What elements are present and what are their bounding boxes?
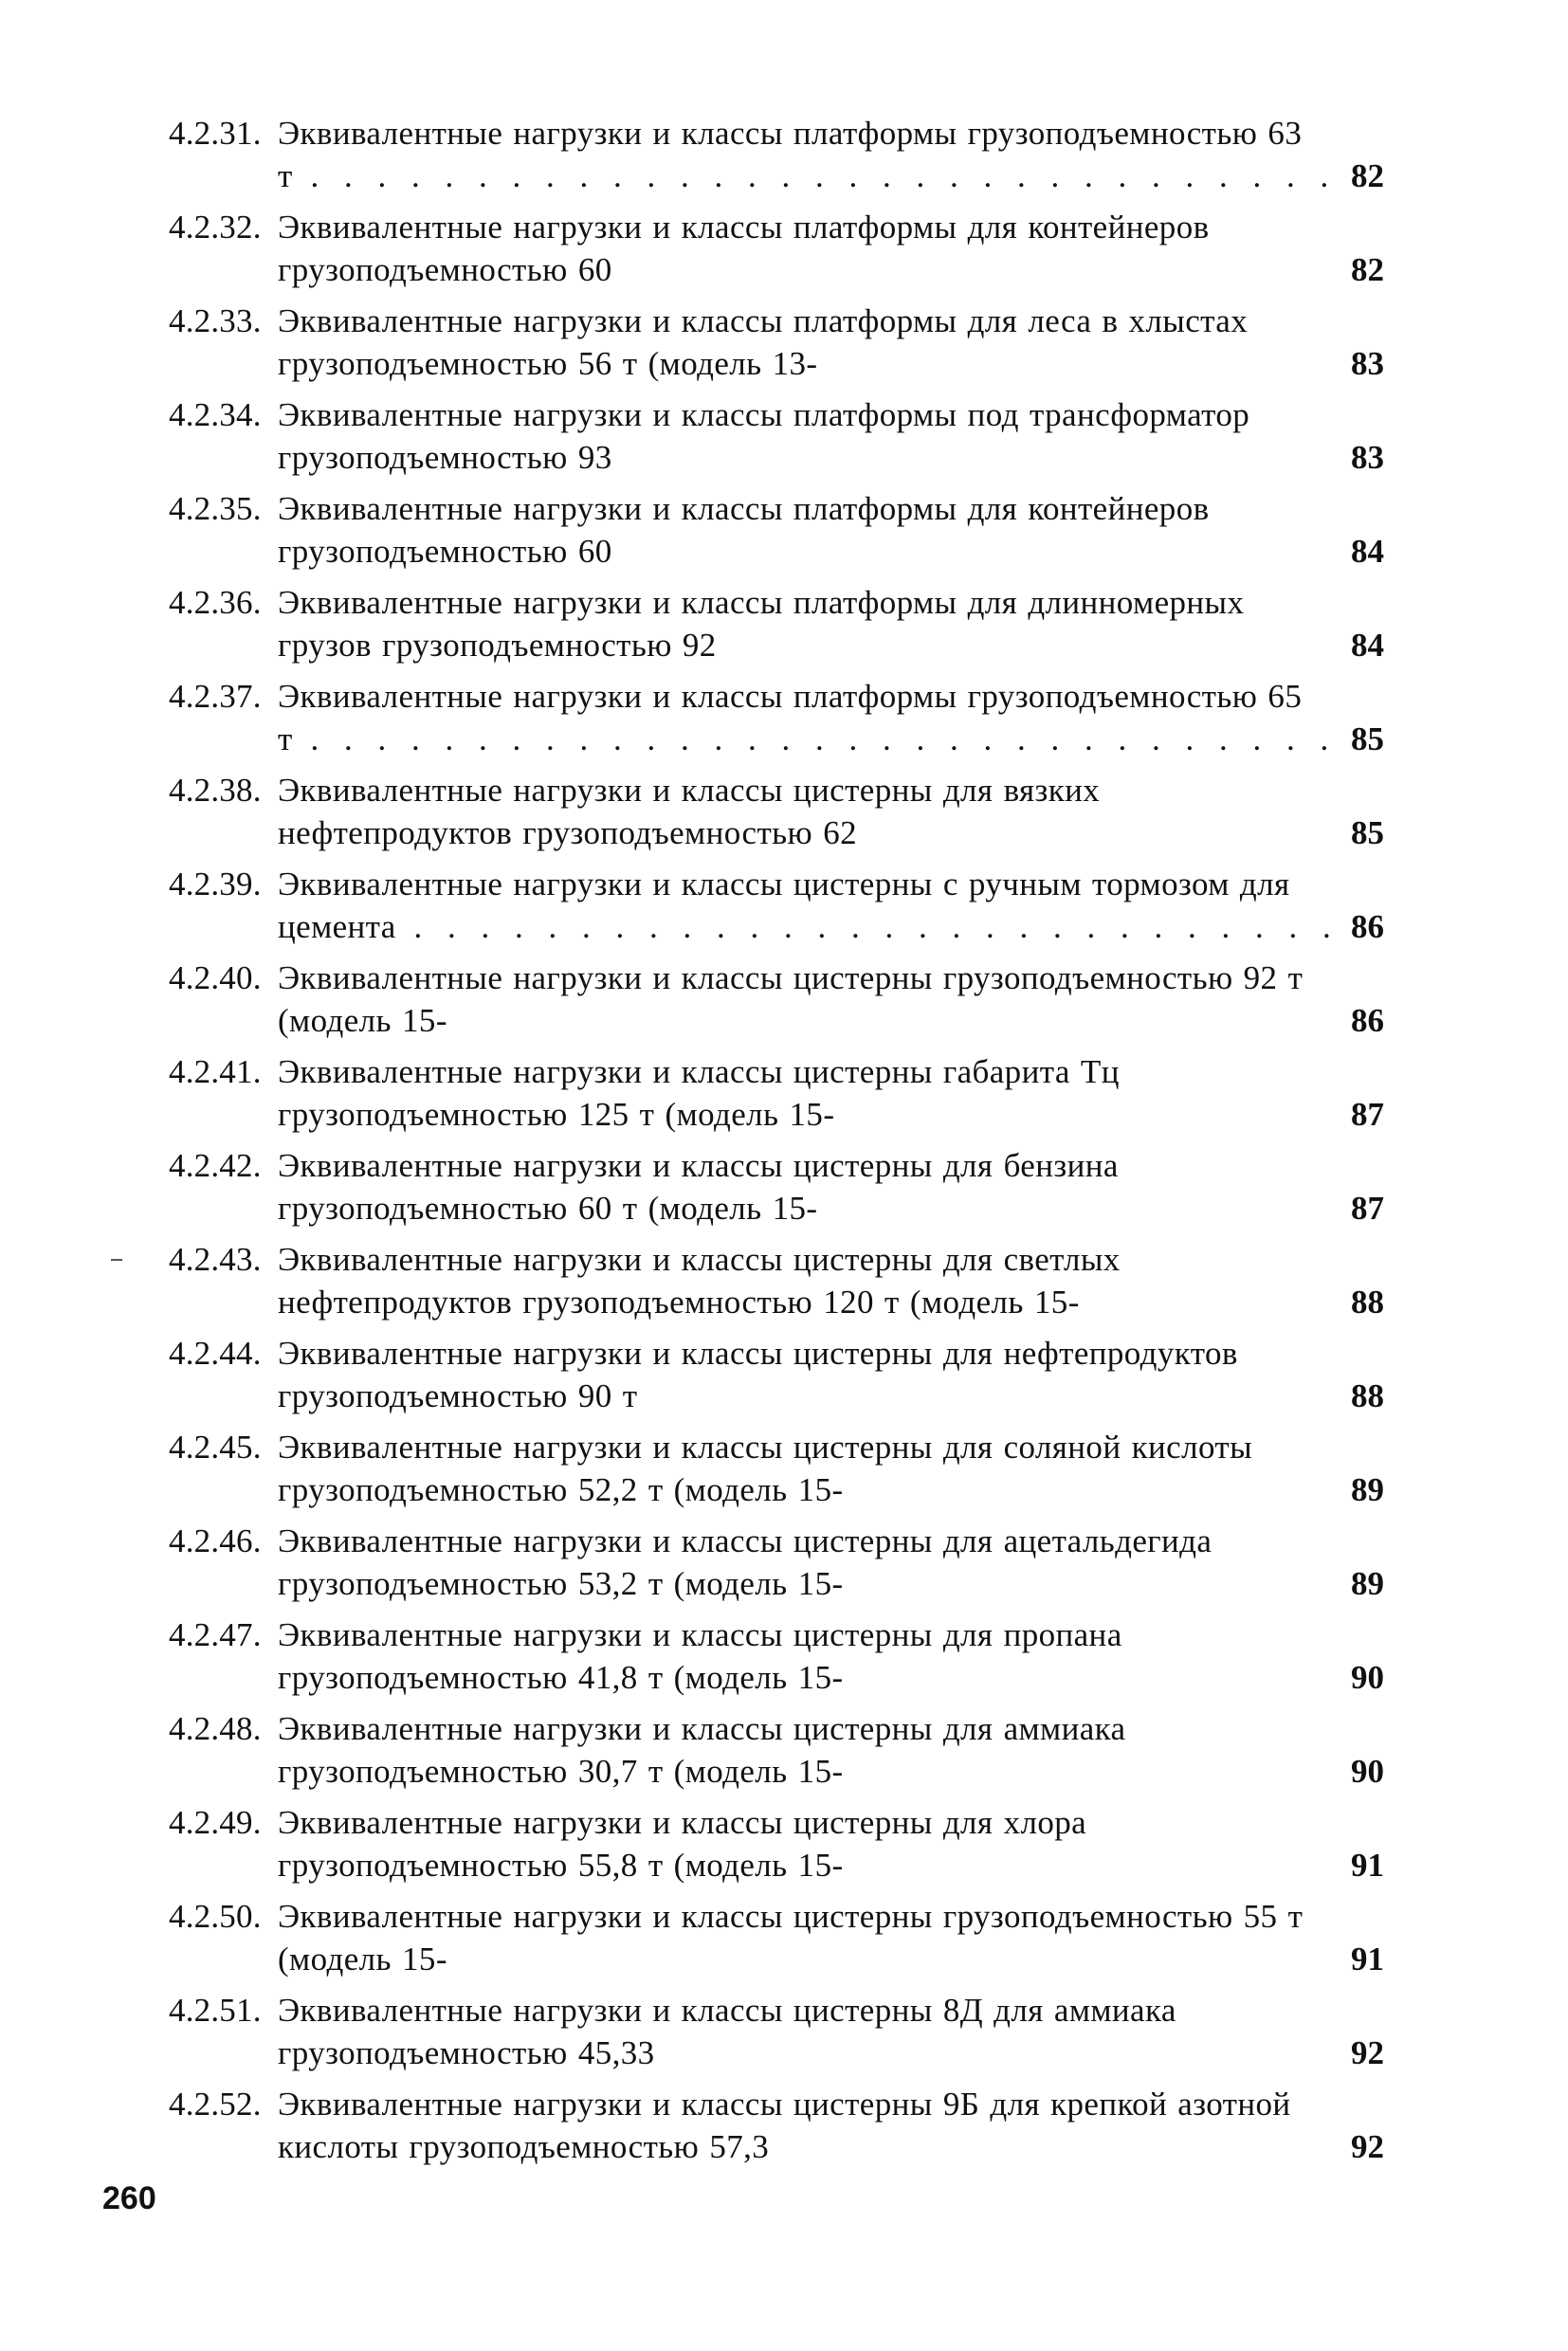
toc-entry-text-wrap: [278, 769, 1330, 854]
toc-entry-page: 85: [1351, 814, 1384, 851]
toc-entry-title: Эквивалентные нагрузки и классы платформы для длинномерных грузов грузоподъемностью 92 . . .: [278, 584, 1330, 666]
toc-entry-number: 4.2.51.: [169, 1992, 262, 2029]
toc-entry-text-wrap: [278, 300, 1330, 385]
toc-entry-text-wrap: [278, 487, 1330, 573]
toc-entry-page: 89: [1351, 1471, 1384, 1508]
toc-entry-page: 88: [1351, 1284, 1384, 1321]
toc-entry-number: 4.2.46.: [169, 1522, 262, 1559]
toc-entry-page: 83: [1351, 439, 1384, 476]
toc-entry-text-wrap: [278, 1895, 1330, 1980]
toc-entry-title: Эквивалентные нагрузки и классы цистерны грузоподъемностью 55 т (модель 15- . . .: [278, 1898, 1330, 1980]
toc-entry-text-wrap: [278, 1332, 1330, 1417]
toc-entry-title: Эквивалентные нагрузки и классы платформы грузоподъемностью 65 т . . .: [278, 678, 1330, 757]
toc-entry-page: 84: [1351, 627, 1384, 664]
toc-entry-title: Эквивалентные нагрузки и классы цистерны для светлых нефтепродуктов грузоподъемностью 120 т (модель 15- . . .: [278, 1241, 1330, 1323]
toc-entry-number: 4.2.36.: [169, 584, 262, 621]
table-of-contents: [169, 112, 1439, 2177]
toc-entry: [169, 1989, 1439, 2083]
toc-entry-number: 4.2.40.: [169, 959, 262, 996]
toc-entry-text-wrap: [278, 1613, 1330, 1699]
toc-entry-text-wrap: [278, 393, 1330, 479]
toc-entry: [169, 675, 1439, 769]
toc-entry-number: 4.2.44.: [169, 1335, 262, 1372]
toc-entry-page: 87: [1351, 1190, 1384, 1227]
toc-entry-title: Эквивалентные нагрузки и классы цистерны для ацетальдегида грузоподъемностью 53,2 т (модель 15- . . .: [278, 1522, 1330, 1605]
toc-entry-text-wrap: [278, 1520, 1330, 1605]
toc-entry-title: Эквивалентные нагрузки и классы платформы для леса в хлыстах грузоподъемностью 56 т (модель 13- . . .: [278, 302, 1330, 385]
toc-entry-page: 92: [1351, 2034, 1384, 2071]
toc-entry-text-wrap: [278, 2083, 1330, 2168]
toc-entry-text-wrap: [278, 1238, 1330, 1323]
toc-entry-title: Эквивалентные нагрузки и классы цистерны с ручным тормозом для цемента . . .: [278, 866, 1330, 945]
toc-entry: [169, 393, 1439, 487]
margin-mark: [111, 1259, 122, 1261]
toc-entry: [169, 863, 1439, 957]
toc-entry-title: Эквивалентные нагрузки и классы цистерны габарита Тц грузоподъемностью 125 т (модель 15- . . .: [278, 1053, 1330, 1136]
toc-entry-number: 4.2.34.: [169, 396, 262, 433]
toc-entry: [169, 1613, 1439, 1707]
toc-entry-text-wrap: [278, 863, 1330, 948]
toc-entry-text-wrap: [278, 957, 1330, 1042]
toc-entry-page: 82: [1351, 251, 1384, 288]
toc-entry-title: Эквивалентные нагрузки и классы цистерны 8Д для аммиака грузоподъемностью 45,33 . . .: [278, 1992, 1330, 2074]
toc-entry-page: 87: [1351, 1096, 1384, 1133]
toc-entry: [169, 1332, 1439, 1426]
toc-entry-number: 4.2.32.: [169, 209, 262, 246]
toc-entry-page: 86: [1351, 1002, 1384, 1039]
toc-entry-text-wrap: [278, 206, 1330, 291]
toc-entry-page: 84: [1351, 533, 1384, 570]
page-number: 260: [102, 2180, 156, 2216]
toc-entry: [169, 1895, 1439, 1989]
toc-entry: [169, 1050, 1439, 1144]
toc-entry: [169, 487, 1439, 581]
toc-entry: [169, 769, 1439, 863]
toc-entry-number: 4.2.47.: [169, 1616, 262, 1653]
toc-entry-page: 86: [1351, 908, 1384, 945]
toc-entry-title: Эквивалентные нагрузки и классы платформы под трансформатор грузоподъемностью 93 . . .: [278, 396, 1330, 479]
toc-entry-page: 90: [1351, 1753, 1384, 1790]
toc-entry: [169, 112, 1439, 206]
toc-entry-title: Эквивалентные нагрузки и классы цистерны для бензина грузоподъемностью 60 т (модель 15- . . .: [278, 1147, 1330, 1230]
toc-entry-title: Эквивалентные нагрузки и классы цистерны грузоподъемностью 92 т (модель 15- . . .: [278, 959, 1330, 1042]
toc-entry-page: 85: [1351, 720, 1384, 757]
toc-entry-number: 4.2.38.: [169, 772, 262, 809]
toc-entry-number: 4.2.33.: [169, 302, 262, 339]
toc-entry: [169, 957, 1439, 1050]
toc-entry-number: 4.2.52.: [169, 2086, 262, 2123]
toc-entry-text-wrap: [278, 581, 1330, 666]
toc-entry-number: 4.2.41.: [169, 1053, 262, 1090]
toc-entry-title: Эквивалентные нагрузки и классы цистерны 9Б для крепкой азотной кислоты грузоподъемностью 57,3 . . .: [278, 2086, 1330, 2168]
toc-entry-number: 4.2.43.: [169, 1241, 262, 1278]
toc-entry: [169, 1801, 1439, 1895]
toc-entry-page: 91: [1351, 1941, 1384, 1977]
toc-entry-title: Эквивалентные нагрузки и классы цистерны для нефтепродуктов грузоподъемностью 90 т . . .: [278, 1335, 1330, 1417]
toc-entry-page: 83: [1351, 345, 1384, 382]
toc-entry: [169, 300, 1439, 393]
toc-entry-title: Эквивалентные нагрузки и классы цистерны для хлора грузоподъемностью 55,8 т (модель 15- . . .: [278, 1804, 1330, 1886]
toc-entry-number: 4.2.49.: [169, 1804, 262, 1841]
toc-entry-number: 4.2.50.: [169, 1898, 262, 1935]
toc-entry-title: Эквивалентные нагрузки и классы платформы грузоподъемностью 63 т . . .: [278, 115, 1330, 194]
toc-entry-number: 4.2.48.: [169, 1710, 262, 1747]
toc-entry-text-wrap: [278, 1144, 1330, 1230]
toc-entry: [169, 1144, 1439, 1238]
toc-entry-text-wrap: [278, 1801, 1330, 1886]
toc-entry-number: 4.2.35.: [169, 490, 262, 527]
toc-entry: [169, 1520, 1439, 1613]
toc-entry-number: 4.2.37.: [169, 678, 262, 715]
toc-entry-title: Эквивалентные нагрузки и классы платформы для контейнеров грузоподъемностью 60 . . .: [278, 209, 1330, 291]
toc-entry-page: 92: [1351, 2128, 1384, 2165]
toc-entry-title: Эквивалентные нагрузки и классы цистерны для соляной кислоты грузоподъемностью 52,2 т (модель 15- . . .: [278, 1429, 1330, 1511]
toc-entry-number: 4.2.42.: [169, 1147, 262, 1184]
toc-entry-text-wrap: [278, 675, 1330, 760]
toc-entry-text-wrap: [278, 1050, 1330, 1136]
toc-entry-text-wrap: [278, 1707, 1330, 1793]
toc-entry-title: Эквивалентные нагрузки и классы платформы для контейнеров грузоподъемностью 60 . . .: [278, 490, 1330, 573]
toc-entry-text-wrap: [278, 112, 1330, 197]
toc-entry-text-wrap: [278, 1989, 1330, 2074]
toc-entry: [169, 1238, 1439, 1332]
toc-entry-title: Эквивалентные нагрузки и классы цистерны для вязких нефтепродуктов грузоподъемностью 62 . . .: [278, 772, 1330, 854]
toc-entry-title: Эквивалентные нагрузки и классы цистерны для пропана грузоподъемностью 41,8 т (модель 15- . . .: [278, 1616, 1330, 1699]
toc-entry-page: 89: [1351, 1565, 1384, 1602]
toc-entry-text-wrap: [278, 1426, 1330, 1511]
toc-entry-number: 4.2.31.: [169, 115, 262, 152]
toc-entry-page: 82: [1351, 157, 1384, 194]
toc-entry-page: 90: [1351, 1659, 1384, 1696]
toc-entry: [169, 1426, 1439, 1520]
toc-entry: [169, 1707, 1439, 1801]
toc-entry-number: 4.2.39.: [169, 866, 262, 902]
toc-entry: [169, 2083, 1439, 2177]
toc-entry: [169, 581, 1439, 675]
toc-entry-number: 4.2.45.: [169, 1429, 262, 1466]
toc-entry-page: 91: [1351, 1847, 1384, 1884]
toc-entry-title: Эквивалентные нагрузки и классы цистерны для аммиака грузоподъемностью 30,7 т (модель 15- . . .: [278, 1710, 1330, 1793]
toc-entry: [169, 206, 1439, 300]
toc-entry-page: 88: [1351, 1377, 1384, 1414]
